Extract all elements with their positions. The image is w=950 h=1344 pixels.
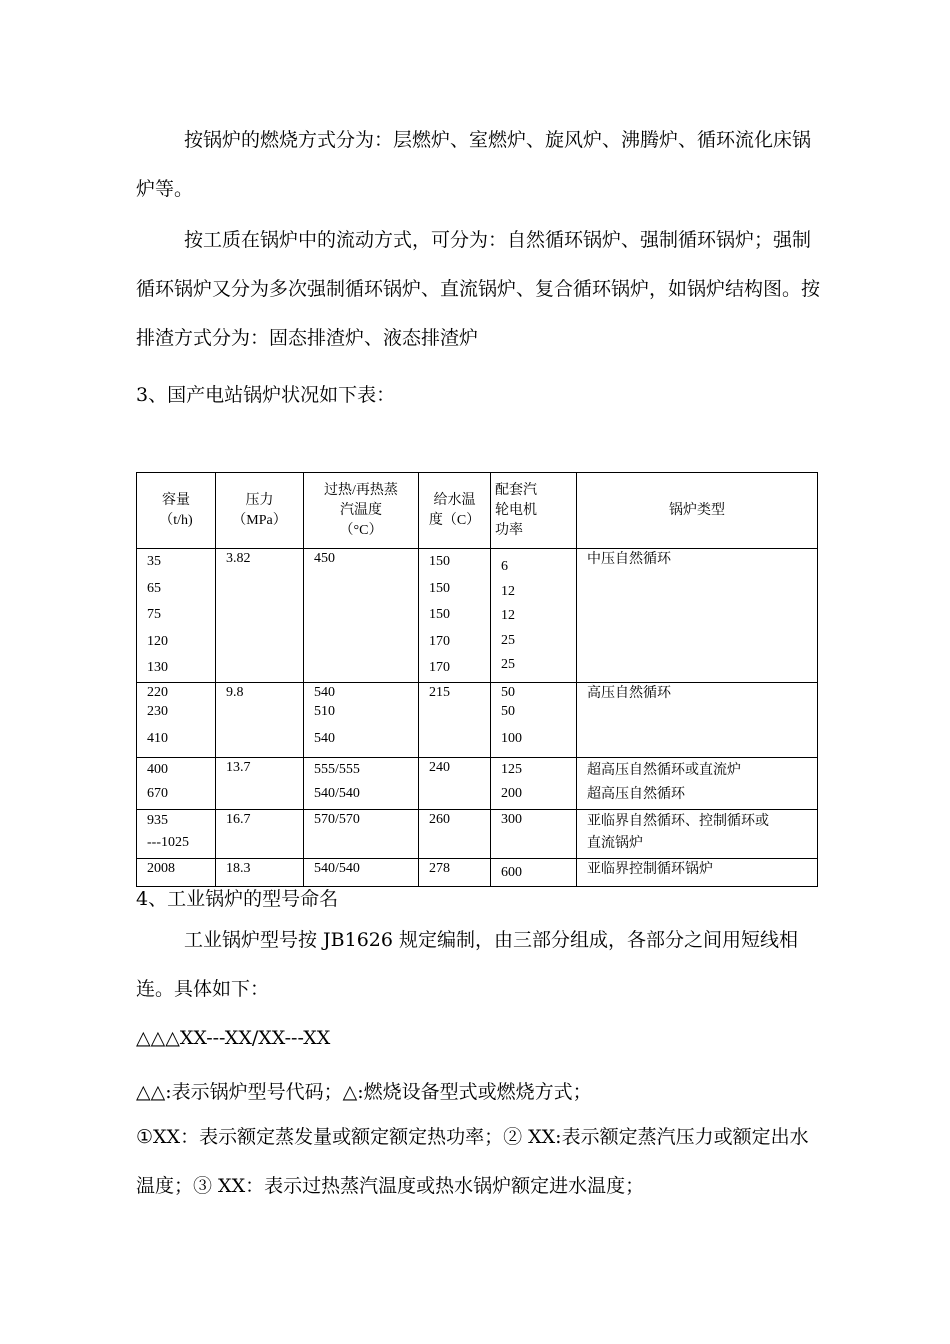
cell-value: 直流锅炉	[587, 834, 643, 851]
section-heading-4: 4、工业锅炉的型号命名	[136, 888, 339, 910]
cell-value: 935	[147, 812, 168, 828]
cell-value: 150	[429, 580, 450, 596]
cell-value: 13.7	[226, 759, 251, 775]
table-cell-steam-temp	[304, 549, 419, 683]
section-heading-3: 3、国产电站锅炉状况如下表：	[136, 384, 396, 406]
paragraph-model-naming: 工业锅炉型号按 JB1626 规定编制，由三部分组成，各部分之间用短线相连。具体如下：	[136, 929, 799, 1000]
header-capacity	[137, 473, 216, 549]
cell-value: 540	[314, 684, 335, 700]
cell-value: 540	[314, 730, 335, 746]
cell-value: 亚临界自然循环、控制循环或	[587, 812, 769, 829]
cell-value: 260	[429, 811, 450, 827]
table-cell-turbine	[491, 757, 577, 809]
header-line: 容量	[162, 492, 190, 508]
cell-value: 3.82	[226, 551, 251, 566]
table-cell-steam-temp	[304, 858, 419, 886]
table-row	[137, 809, 818, 858]
cell-value: 170	[429, 660, 450, 675]
cell-value: 中压自然循环	[587, 551, 671, 567]
table-cell-steam-temp	[304, 809, 419, 858]
header-turbine-power	[491, 473, 577, 549]
header-line: （MPa）	[232, 512, 287, 528]
table-row	[137, 549, 818, 683]
header-feed-temp	[419, 473, 491, 549]
cell-value: 50	[501, 684, 515, 700]
cell-value: 510	[314, 703, 335, 719]
cell-value: 600	[501, 864, 522, 880]
cell-value: 670	[147, 786, 168, 801]
cell-value: 170	[429, 633, 450, 649]
paragraph-code-meaning: △△:表示锅炉型号代码；△:燃烧设备型式或燃烧方式；	[136, 1081, 592, 1103]
cell-value: 120	[147, 633, 168, 649]
cell-value: 130	[147, 660, 168, 675]
table-cell-turbine	[491, 549, 577, 683]
cell-value: 150	[429, 607, 450, 622]
table-cell-type	[577, 809, 818, 858]
header-line: 功率	[495, 522, 523, 538]
model-formula: △△△XX---XX/XX---XX	[136, 1027, 331, 1049]
cell-value: 25	[501, 632, 515, 648]
header-line: （°C）	[339, 522, 383, 538]
paragraph-field-meaning: ①XX：表示额定蒸发量或额定额定热功率；② XX:表示额定蒸汽压力或额定出水温度；③ XX：表示过热蒸汽温度或热水锅炉额定进水温度；	[136, 1126, 809, 1197]
cell-value: 200	[501, 786, 522, 801]
cell-value: 400	[147, 761, 168, 777]
cell-value: 16.7	[226, 811, 251, 827]
table-cell-steam-temp	[304, 682, 419, 757]
header-line: 压力	[245, 492, 274, 508]
table-cell-type	[577, 549, 818, 683]
table-cell-turbine	[491, 809, 577, 858]
table-row	[137, 757, 818, 809]
boiler-status-table	[136, 472, 818, 887]
table-row	[137, 682, 818, 757]
paragraph-combustion-types: 按锅炉的燃烧方式分为：层燃炉、室燃炉、旋风炉、沸腾炉、循环流化床锅炉等。	[136, 129, 812, 200]
header-boiler-type	[577, 473, 818, 549]
paragraph-flow-types: 按工质在锅炉中的流动方式，可分为：自然循环锅炉、强制循环锅炉；强制循环锅炉又分为多次强制循环锅炉、直流锅炉、复合循环锅炉，如锅炉结构图。按排渣方式分为：固态排渣炉、液态排渣炉	[136, 229, 821, 349]
cell-value: 570/570	[314, 811, 360, 827]
table-cell-turbine	[491, 858, 577, 886]
cell-value: 555/555	[314, 761, 360, 777]
table-cell-pressure	[216, 549, 304, 683]
table-cell-pressure	[216, 757, 304, 809]
cell-value: 125	[501, 761, 522, 777]
header-line: 过热/再热蒸	[324, 482, 398, 498]
header-pressure	[216, 473, 304, 549]
header-line: 度（C）	[428, 512, 481, 528]
cell-value: 220	[147, 684, 168, 700]
table-cell-feed-temp	[419, 858, 491, 886]
table-cell-capacity	[137, 549, 216, 683]
cell-value: 12	[501, 608, 515, 623]
cell-value: 230	[147, 703, 168, 719]
table-cell-feed-temp	[419, 549, 491, 683]
cell-value: 超高压自然循环或直流炉	[587, 761, 741, 778]
cell-value: 高压自然循环	[587, 684, 671, 701]
cell-value: 亚临界控制循环锅炉	[587, 860, 713, 877]
table-cell-capacity	[137, 757, 216, 809]
table-row	[137, 858, 818, 886]
table-cell-feed-temp	[419, 682, 491, 757]
cell-value: 300	[501, 811, 522, 827]
table-header-row	[137, 473, 818, 549]
header-line: 配套汽	[495, 482, 537, 498]
cell-value: 2008	[147, 860, 175, 876]
table-cell-capacity	[137, 809, 216, 858]
cell-value: 35	[147, 554, 161, 569]
cell-value: 450	[314, 551, 335, 566]
table-cell-feed-temp	[419, 809, 491, 858]
table-cell-type	[577, 757, 818, 809]
table-cell-capacity	[137, 858, 216, 886]
cell-value: 18.3	[226, 860, 251, 876]
cell-value: 50	[501, 703, 515, 719]
table-cell-capacity	[137, 682, 216, 757]
cell-value: 278	[429, 860, 450, 876]
header-line: （t/h)	[159, 512, 193, 528]
table-cell-pressure	[216, 809, 304, 858]
cell-value: 150	[429, 554, 450, 569]
cell-value: 410	[147, 730, 168, 746]
cell-value: 6	[501, 559, 508, 574]
header-steam-temp	[304, 473, 419, 549]
table-cell-pressure	[216, 682, 304, 757]
cell-value: 540/540	[314, 786, 360, 801]
cell-value: 65	[147, 580, 161, 596]
table-cell-steam-temp	[304, 757, 419, 809]
table-cell-type	[577, 858, 818, 886]
header-line: 汽温度	[340, 502, 382, 518]
cell-value: 215	[429, 684, 450, 700]
cell-value: 超高压自然循环	[587, 786, 685, 802]
header-line: 轮电机	[495, 502, 537, 518]
cell-value: 540/540	[314, 860, 360, 876]
cell-value: ---1025	[147, 834, 189, 850]
header-line: 锅炉类型	[669, 502, 725, 518]
header-line: 给水温	[433, 492, 476, 508]
cell-value: 12	[501, 583, 515, 599]
table-cell-type	[577, 682, 818, 757]
cell-value: 9.8	[226, 684, 244, 700]
table-cell-pressure	[216, 858, 304, 886]
cell-value: 75	[147, 607, 161, 622]
table-cell-feed-temp	[419, 757, 491, 809]
cell-value: 240	[429, 759, 450, 775]
cell-value: 100	[501, 730, 522, 746]
cell-value: 25	[501, 657, 515, 672]
table-cell-turbine	[491, 682, 577, 757]
